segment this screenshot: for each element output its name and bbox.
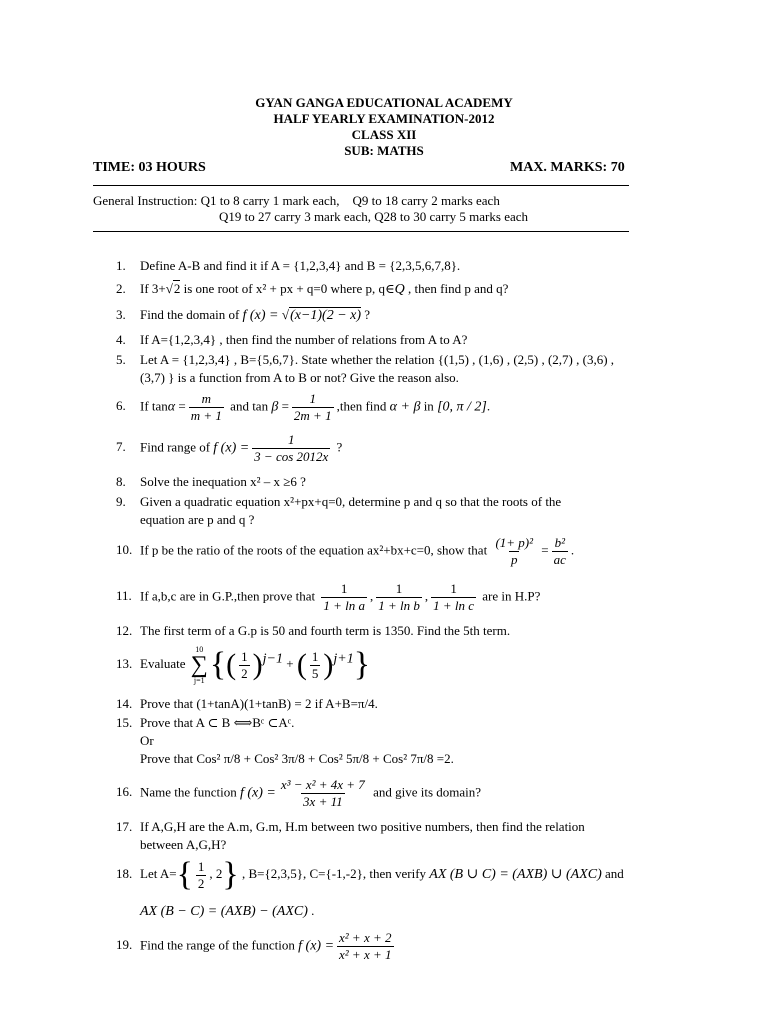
math-expression: AX (B ∪ C) = (AXB) ∪ (AXC)	[429, 866, 602, 882]
question-text: Find the range of the function	[140, 937, 299, 953]
math-expression: f (x) =	[298, 938, 335, 954]
question-text: Prove that A ⊂ B ⟺Bᶜ ⊂Aᶜ.	[140, 715, 295, 730]
fraction: $\frac{\text{x² + x + 2}}{\text{x² + x + 1}}$	[339, 930, 392, 962]
question-text: If A,G,H are the A.m, G.m, H.m between two positive numbers, then find the relation	[140, 819, 585, 834]
max-marks-label: MAX. MARKS: 70	[510, 160, 625, 175]
question-number: 15.	[116, 715, 133, 730]
fraction: $\frac{1}{2}$	[241, 648, 248, 681]
question-text: Let A = {1,2,3,4} , B={5,6,7}. State whether the relation {(1,5) , (1,6) , (2,5) , (2,7) , (3,6) ,	[140, 352, 615, 367]
question-text: in	[420, 398, 438, 414]
question-number: 9.	[116, 494, 126, 509]
divider-top	[93, 185, 629, 186]
math-expression: α + β	[389, 399, 421, 415]
question-18-line-2: AX (B − C) = (AXB) − (AXC) .	[140, 903, 315, 919]
question-4	[116, 331, 467, 349]
question-number: 7.	[116, 439, 126, 455]
question-12	[116, 622, 510, 640]
question-text: Evaluate	[140, 655, 189, 671]
question-number: 16.	[116, 784, 133, 800]
school-name: GYAN GANGA EDUCATIONAL ACADEMY	[255, 95, 513, 110]
question-text: and	[601, 865, 624, 881]
question-text-continued: (3,7) } is a function from A to B or not? Give the reason also.	[140, 370, 459, 385]
question-text: ?	[361, 307, 371, 322]
question-text: Name the function	[140, 784, 240, 800]
question-5	[116, 351, 614, 387]
question-number: 18.	[116, 865, 133, 881]
math-symbol: Q	[394, 282, 405, 297]
question-text: Prove that (1+tanA)(1+tanB) = 2 if A+B=π/4.	[140, 696, 378, 711]
instruction-line-1: General Instruction: Q1 to 8 carry 1 mark each, Q9 to 18 carry 2 marks each	[93, 193, 500, 208]
summation-symbol: 10 ∑ j=1	[190, 645, 208, 685]
question-number: 19.	[116, 937, 133, 953]
question-text: Let A=	[140, 865, 177, 881]
fraction: $\frac{1}{\text{1 + ln b}}$	[378, 581, 420, 613]
alpha-symbol: α	[167, 399, 176, 415]
question-text: is one root of x² + px + q=0 where p, q∈	[180, 281, 395, 296]
question-text: If tan	[140, 398, 168, 414]
question-number: 12.	[116, 623, 133, 638]
question-number: 3.	[116, 307, 126, 322]
question-15	[116, 714, 454, 768]
question-text: If p be the ratio of the roots of the equation ax²+bx+c=0, show that	[140, 542, 491, 558]
question-text: Find the domain of	[140, 307, 243, 322]
divider-bottom	[93, 231, 629, 232]
question-text: If 3+	[140, 281, 166, 296]
question-text-continued: between A,G,H?	[140, 837, 227, 852]
question-text: If A={1,2,3,4} , then find the number of relations from A to A?	[140, 332, 468, 347]
question-text-alternative: Prove that Cos² π/8 + Cos² 3π/8 + Cos² 5π/8 + Cos² 7π/8 =2.	[140, 751, 454, 766]
question-2: 2. If 3+√2 is one root of x² + px + q=0 where p, q∈Q , then find p and q?	[116, 281, 509, 297]
question-text: The first term of a G.p is 50 and fourth term is 1350. Find the 5th term.	[140, 623, 511, 638]
question-6: 6. If tanα = $\frac{m}{m + 1}$ and tan β = $\frac{1}{2m + 1}$ ,then find α + β in [0, π / 2].	[116, 391, 491, 423]
fraction: $\frac{\text{(1+ p)²}}{p}$	[495, 535, 534, 567]
class-label: CLASS XII	[351, 127, 417, 142]
exponent: j−1	[262, 651, 284, 667]
question-text: If a,b,c are in G.P.,then prove that	[140, 588, 319, 604]
question-7	[116, 432, 342, 465]
time-label: TIME: 03 HOURS	[93, 160, 206, 175]
question-3: 3. Find the domain of f (x) = √(x−1)(2 − x) ?	[116, 307, 371, 323]
question-text: , then find p and q?	[404, 281, 509, 296]
question-text: and give its domain?	[369, 784, 482, 800]
question-text: and tan	[226, 398, 269, 414]
question-8	[116, 473, 306, 491]
fraction: $\frac{1}{2m + 1}$	[293, 391, 332, 423]
question-number: 10.	[116, 542, 133, 558]
question-16	[116, 777, 481, 810]
question-number: 17.	[116, 819, 133, 834]
math-expression: f (x) =	[242, 308, 282, 323]
question-number: 6.	[116, 398, 126, 414]
sqrt-expression: (x−1)(2 − x)	[290, 308, 362, 323]
question-text: Find range of	[140, 439, 214, 455]
question-14	[116, 695, 378, 713]
fraction: $\frac{m}{m + 1}$	[190, 391, 222, 423]
or-label: Or	[140, 733, 154, 748]
question-number: 1.	[116, 258, 126, 273]
question-number: 2.	[116, 281, 126, 296]
fraction: $\frac{1}{\text{1 + ln c}}$	[433, 581, 475, 613]
question-text: , B={2,3,5}, C={-1,-2}, then verify	[238, 865, 430, 881]
math-expression: f (x) =	[213, 440, 250, 456]
question-number: 11.	[116, 588, 132, 604]
question-text: Given a quadratic equation x²+px+q=0, determine p and q so that the roots of the	[140, 494, 562, 509]
math-expression: f (x) =	[240, 785, 276, 801]
fraction: $\frac{1}{2}$	[197, 858, 205, 891]
sqrt-value: 2	[173, 281, 181, 296]
question-10: 10. If p be the ratio of the roots of the equation ax²+bx+c=0, show that $\frac{\text{(1+ p)²}}{p}$ = $\frac{\text{b²}}{ac}$ .	[116, 535, 575, 567]
question-text: ?	[333, 439, 343, 455]
question-number: 8.	[116, 474, 126, 489]
question-number: 13.	[116, 655, 133, 671]
interval: [0, π / 2]	[437, 399, 487, 415]
fraction: $\frac{\text{b²}}{ac}$	[553, 535, 566, 567]
beta-symbol: β	[271, 399, 279, 415]
question-number: 14.	[116, 696, 133, 711]
fraction: $\frac{1}{3 - \cos 2012x}$	[254, 432, 329, 464]
subject-label: SUB: MATHS	[344, 143, 424, 158]
question-number: 4.	[116, 332, 126, 347]
fraction: $\frac{\text{x³ − x² + 4x + 7}}{3x + 11}$	[280, 777, 365, 809]
question-19	[116, 930, 397, 963]
fraction: $\frac{1}{5}$	[311, 648, 319, 681]
question-18: 18. Let A={ $\frac{1}{2}$ , 2} , B={2,3,5}, C={-1,-2}, then verify AX (B ∪ C) = (AXB) ∪ (AXC) and	[116, 856, 624, 893]
question-9	[116, 493, 561, 529]
exponent: j+1	[333, 651, 354, 667]
question-text: are in H.P?	[479, 588, 541, 604]
question-17	[116, 818, 585, 854]
question-1	[116, 257, 460, 275]
question-text: ,then find	[336, 398, 390, 414]
question-11: 11. If a,b,c are in G.P.,then prove that $\frac{1}{\text{1 + ln a}}$ , $\frac{1}{\text{1 + ln b}}$ , $\frac{1}{\text{1 + ln c}}$ are in H.P?	[116, 581, 541, 613]
question-number: 5.	[116, 352, 126, 367]
question-text-continued: equation are p and q ?	[140, 512, 255, 527]
exam-title: HALF YEARLY EXAMINATION-2012	[273, 111, 495, 126]
fraction: $\frac{1}{\text{1 + ln a}}$	[323, 581, 365, 613]
question-13: 13. Evaluate 10 ∑ j=1 {( $\frac{1}{2}$ )$^{j-1}$ + ( $\frac{1}{5}$ )$^{j+1}$}	[116, 645, 371, 685]
question-text: Solve the inequation x² – x ≥6 ?	[140, 474, 306, 489]
instruction-line-2: Q19 to 27 carry 3 mark each, Q28 to 30 carry 5 marks each	[219, 209, 528, 224]
math-expression: AX (B − C) = (AXB) − (AXC)	[140, 904, 308, 919]
question-text: Define A-B and find it if A = {1,2,3,4} and B = {2,3,5,6,7,8}.	[140, 258, 461, 273]
